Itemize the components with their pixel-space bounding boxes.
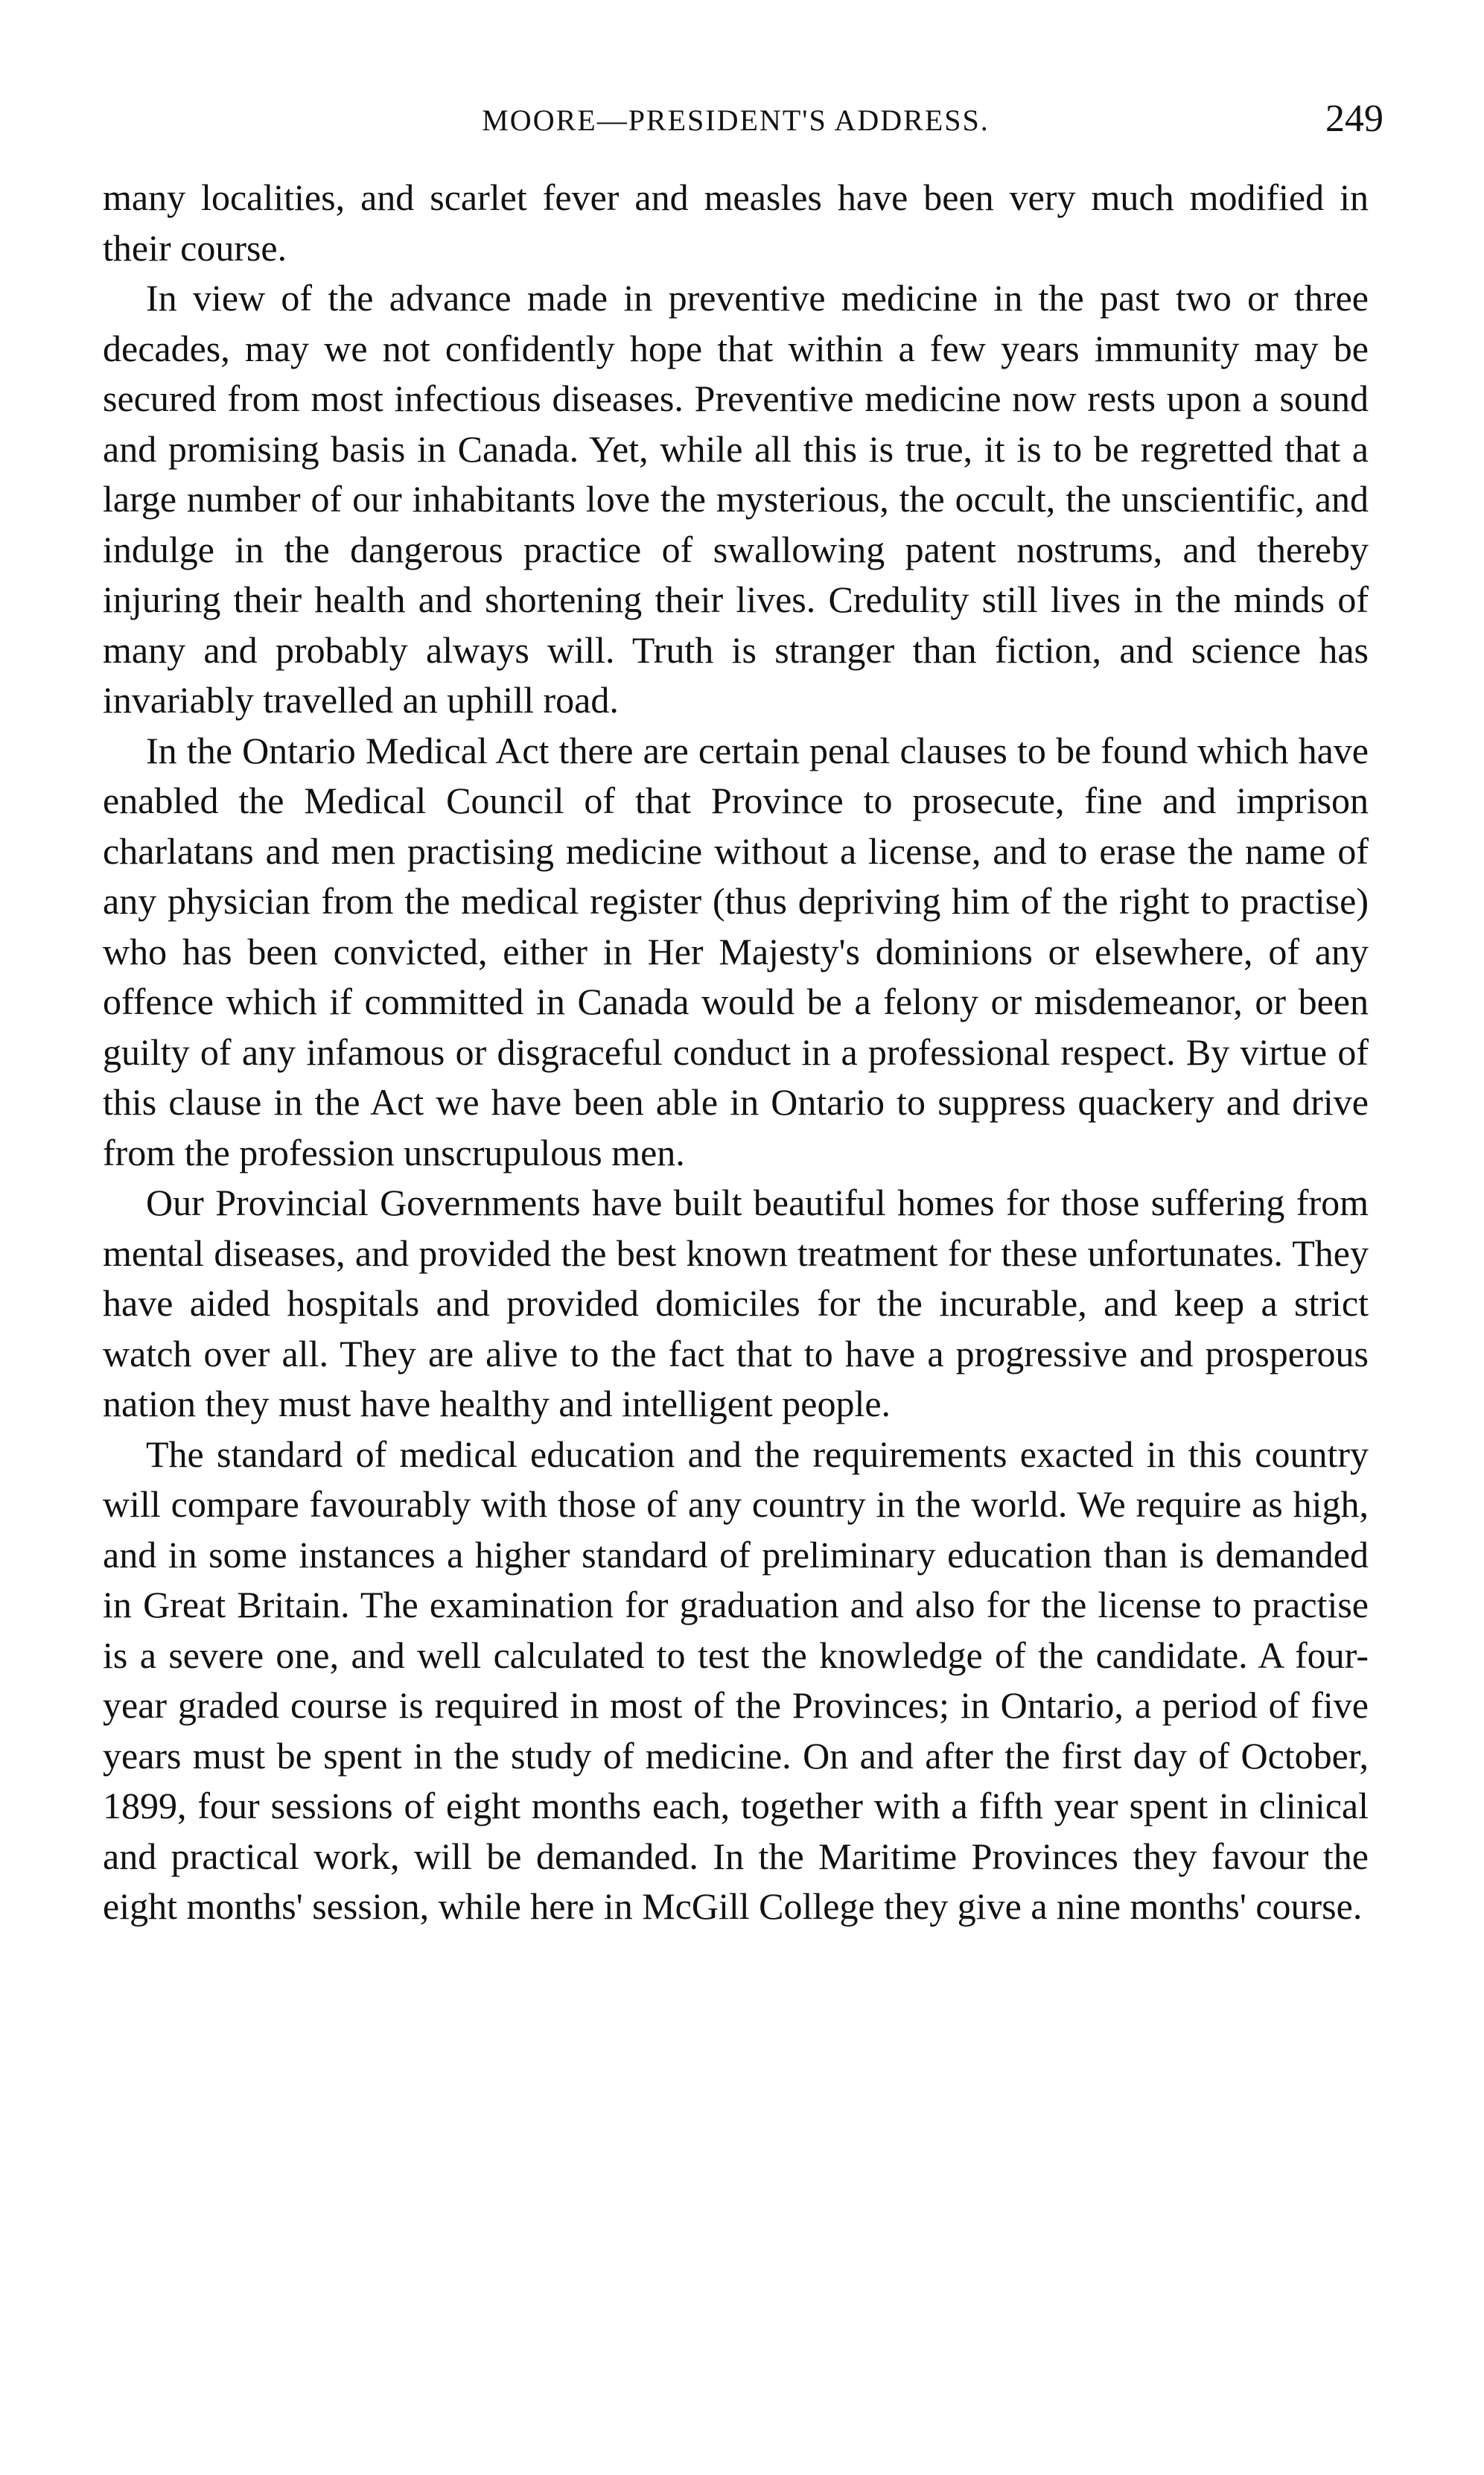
running-head bbox=[103, 89, 1383, 149]
paragraph-preventive-medicine: In view of the advance made in preventive medicine in the past two or three decades, may we not confidently hope that within a few years immunity may be secured from most infectious diseases. Preventive medicine now rests upon a sound and promising basis in Canada. Yet, while all this is true, it is to be regretted that a large number of our inhabitants love the mysterious, the occult, the unscientific, and indulge in the dangerous practice of swallowing patent nostrums, and thereby injuring their health and shortening their lives. Credulity still lives in the minds of many and probably always will. Truth is stranger than fiction, and science has invariably travelled an uphill road. bbox=[103, 277, 1369, 721]
paragraph-continuation: many localities, and scarlet fever and measles have been very much modified in their course. bbox=[103, 176, 1369, 269]
paragraph-ontario-medical-act: In the Ontario Medical Act there are certain penal clauses to be found which have enabled the Medical Council of that Province to prosecute, fine and imprison charlatans and men practising medicine without a license, and to erase the name of any physician from the medical register (thus depriving him of the right to practise) who has been convicted, either in Her Majesty's dominions or elsewhere, of any offence which if committed in Canada would be a felony or misdemeanor, or been guilty of any infamous or disgraceful conduct in a professional respect. By virtue of this clause in the Act we have been able in Ontario to suppress quackery and drive from the profession unscrupulous men. bbox=[103, 729, 1369, 1173]
running-title: MOORE—PRESIDENT'S ADDRESS. bbox=[482, 103, 990, 137]
body-text bbox=[103, 173, 1369, 1932]
page-number: 249 bbox=[1325, 98, 1383, 140]
paragraph-provincial-governments: Our Provincial Governments have built beautiful homes for those suffering from mental diseases, and provided the best known treatment for these unfortunates. They have aided hospitals and provided domiciles for the incurable, and keep a strict watch over all. They are alive to the fact that to have a progressive and prosperous nation they must have healthy and intelligent people. bbox=[103, 1182, 1369, 1424]
book-page bbox=[103, 89, 1383, 2442]
paragraph-medical-education: The standard of medical education and the requirements exacted in this country will compare favourably with those of any country in the world. We require as high, and in some instances a higher standard of preliminary education than is demanded in Great Britain. The examination for graduation and also for the license to practise is a severe one, and well calculated to test the knowledge of the candidate. A four-year graded course is required in most of the Provinces; in Ontario, a period of five years must be spent in the study of medicine. On and after the first day of October, 1899, four sessions of eight months each, together with a fifth year spent in clinical and practical work, will be demanded. In the Maritime Provinces they favour the eight months' session, while here in McGill College they give a nine months' course. bbox=[103, 1433, 1369, 1927]
